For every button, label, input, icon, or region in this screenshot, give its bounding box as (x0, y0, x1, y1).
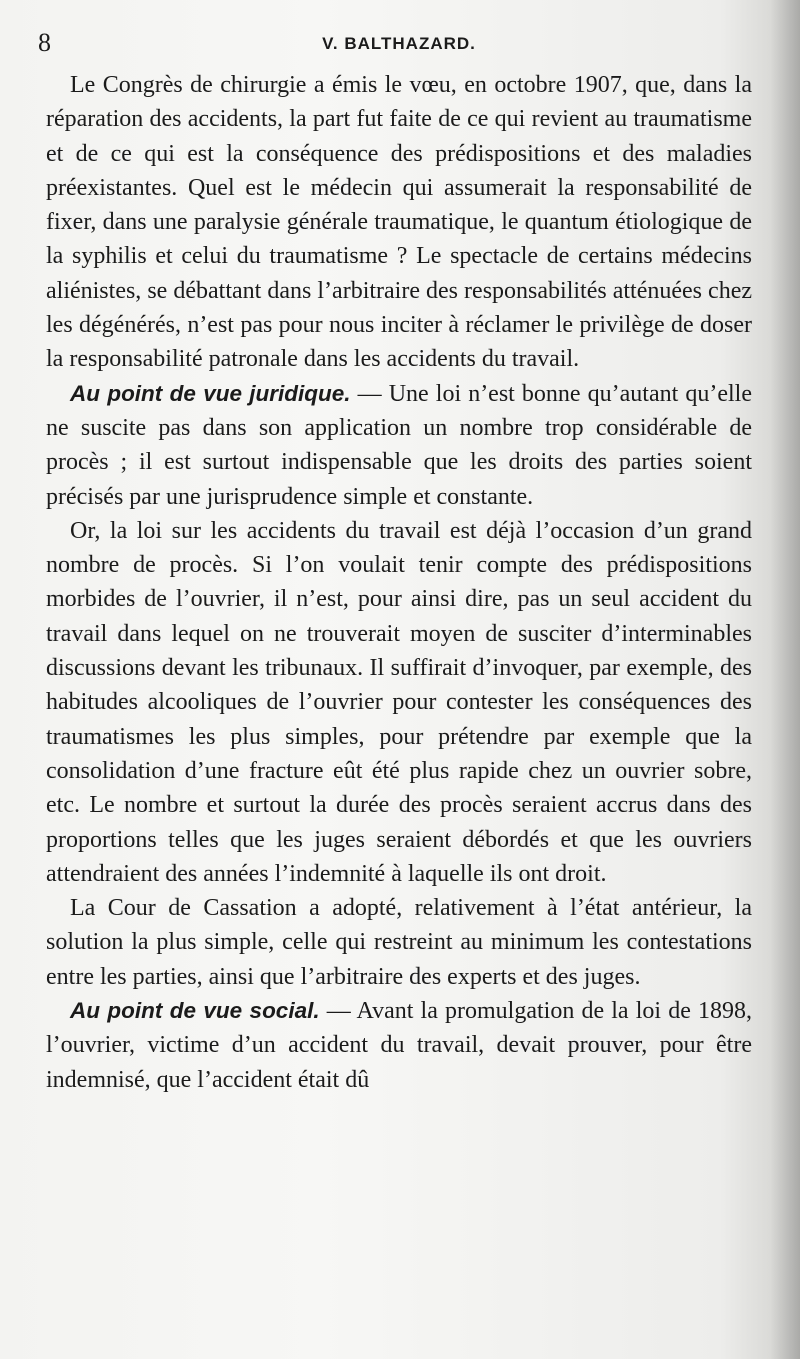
paragraph (46, 994, 752, 1097)
page-header (38, 28, 752, 68)
page-number: 8 (38, 28, 51, 57)
body-text (46, 68, 752, 1097)
section-heading: Au point de vue juridique. (70, 380, 351, 406)
paragraph (46, 514, 752, 891)
paragraph-text: — Une loi n’est bonne qu’autant qu’elle ne suscite pas dans son application un nombre trop considérable de procès ; il est surtout indispensable que les droits des parties soient précisés par une jurisprudence simple et constante. (46, 380, 752, 510)
paragraph-text: — Avant la promulgation de la loi de 1898, l’ouvrier, victime d’un accident du travail, devait prouver, pour être indemnisé, que l’accident était dû (46, 998, 752, 1093)
paragraph (46, 891, 752, 994)
paragraph-text: Le Congrès de chirurgie a émis le vœu, en octobre 1907, que, dans la réparation des accidents, la part fut faite de ce qui revient au traumatisme et de ce qui est la conséquence des prédispositions et des maladies préexistantes. Quel est le médecin qui assumerait la responsabilité de fixer, dans une paralysie générale traumatique, le quantum étiologique de la syphilis et celui du traumatisme ? Le spectacle de certains médecins aliénistes, se débattant dans l’arbitraire des responsabilités atténuées chez les dégénérés, n’est pas pour nous inciter à réclamer le privilège de doser la responsabilité patronale dans les accidents du travail. (46, 72, 752, 373)
paragraph (46, 68, 752, 377)
running-head: V. BALTHAZARD. (322, 34, 476, 53)
paragraph-text: Or, la loi sur les accidents du travail est déjà l’occasion d’un grand nombre de procès. Si l’on voulait tenir compte des prédispositions morbides de l’ouvrier, il n’est, pour ainsi dire, pas un seul accident du travail dans lequel on ne trouverait moyen de susciter d’interminables discussions devant les tribunaux. Il suffirait d’invoquer, par exemple, des habitudes alcooliques de l’ouvrier pour contester les conséquences des traumatismes les plus simples, pour prétendre par exemple que la consolidation d’une fracture eût été plus rapide chez un ouvrier sobre, etc. Le nombre et surtout la durée des procès seraient accrus dans des proportions telles que les juges seraient débordés et que les ouvriers attendraient des années l’indemnité à laquelle ils ont droit. (46, 517, 752, 887)
paragraph-text: La Cour de Cassation a adopté, relativement à l’état antérieur, la solution la plus simple, celle qui restreint au minimum les contestations entre les parties, ainsi que l’arbitraire des experts et des juges. (46, 895, 752, 990)
section-heading: Au point de vue social. (70, 998, 320, 1024)
paragraph (46, 377, 752, 514)
